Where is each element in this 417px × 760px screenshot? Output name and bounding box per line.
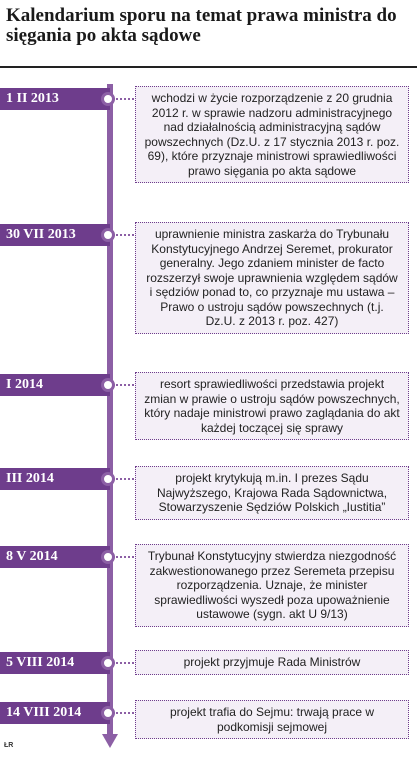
timeline-connector-6 bbox=[113, 662, 134, 664]
event-text-4: projekt krytykują m.in. I prezes Sądu Najwyższego, Krajowa Rada Sądownictwa, Stowarzyszenie Sędziów Polskich „Iustitia” bbox=[135, 466, 409, 520]
event-date-7: 14 VIII 2014 bbox=[0, 702, 110, 724]
event-text-5: Trybunał Konstytucyjny stwierdza niezgodność zakwestionowanego przez Seremeta przepisu rozporządzenia. Uznaje, że minister sprawiedliwości wyszedł poza upoważnienie ustawowe (sygn. akt U 9/13) bbox=[135, 544, 409, 627]
event-date-4: III 2014 bbox=[0, 468, 110, 490]
timeline-connector-4 bbox=[113, 478, 134, 480]
event-text-6: projekt przyjmuje Rada Ministrów bbox=[135, 650, 409, 675]
timeline-connector-3 bbox=[113, 384, 134, 386]
timeline-axis bbox=[107, 84, 113, 734]
page-title: Kalendarium sporu na temat prawa ministra do sięgania po akta sądowe bbox=[6, 5, 397, 46]
event-text-3: resort sprawiedliwości przedstawia projekt zmian w prawie o ustroju sądów powszechnych, który nadaje ministrowi prawo zaglądania do akt każdej toczącej się sprawy bbox=[135, 372, 409, 440]
event-date-1: 1 II 2013 bbox=[0, 88, 110, 110]
timeline-arrow-icon bbox=[102, 734, 118, 748]
timeline-connector-2 bbox=[113, 234, 134, 236]
timeline-connector-1 bbox=[113, 98, 134, 100]
event-date-6: 5 VIII 2014 bbox=[0, 652, 110, 674]
event-text-2: uprawnienie ministra zaskarża do Trybunału Konstytucyjnego Andrzej Seremet, prokurator generalny. Jego zdaniem minister de facto rozszerzył swoje uprawnienia względem sądów i sędziów ponad to, co przyznaje mu ustawa – Prawo o ustroju sądów powszechnych (t.j. Dz.U. z 2013 r. poz. 427) bbox=[135, 222, 409, 334]
event-text-7: projekt trafia do Sejmu: trwają prace w podkomisji sejmowej bbox=[135, 700, 409, 739]
event-date-2: 30 VII 2013 bbox=[0, 224, 110, 246]
timeline-connector-5 bbox=[113, 556, 134, 558]
timeline-connector-7 bbox=[113, 712, 134, 714]
event-date-5: 8 V 2014 bbox=[0, 546, 110, 568]
event-date-3: I 2014 bbox=[0, 374, 110, 396]
event-text-1: wchodzi w życie rozporządzenie z 20 grudnia 2012 r. w sprawie nadzoru administracyjnego nad działalnością administracyjną sądów powszechnych (Dz.U. z 17 stycznia 2013 r. poz. 69), które przyznaje ministrowi sprawiedliwości prawo sięgania po akta sądowe bbox=[135, 86, 409, 183]
title-divider bbox=[0, 66, 417, 68]
source-credit: ŁR bbox=[4, 742, 14, 749]
